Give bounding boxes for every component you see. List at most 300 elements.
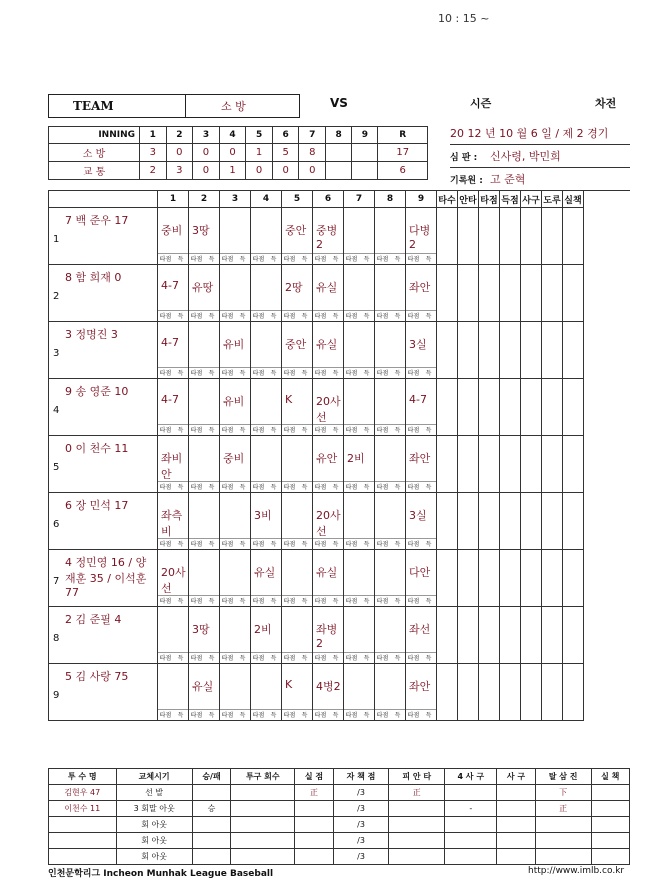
rbi-label: 타점 — [283, 370, 296, 377]
score-cell: 3 — [166, 162, 193, 180]
stat-cell — [563, 322, 584, 379]
run-label: 득 — [177, 598, 184, 605]
pitching-cell — [535, 833, 591, 849]
pitching-cell: 正 — [389, 785, 445, 801]
league-url: http://www.imlb.co.kr — [528, 866, 625, 876]
at-bat-cell — [282, 550, 313, 607]
run-label: 득 — [332, 541, 339, 548]
stat-cell — [563, 550, 584, 607]
run-label: 득 — [239, 655, 246, 662]
at-bat-result: K — [285, 678, 293, 691]
at-bat-cell — [406, 265, 437, 322]
rbi-label: 타점 — [407, 712, 420, 719]
at-bat-cell — [344, 664, 375, 721]
rbi-label: 타점 — [407, 370, 420, 377]
stat-cell — [458, 379, 479, 436]
pitching-header: 4 사 구 — [445, 769, 497, 785]
stat-header: 사구 — [521, 191, 542, 208]
rbi-label: 타점 — [407, 598, 420, 605]
stat-cell — [542, 436, 563, 493]
rbi-label: 타점 — [252, 484, 265, 491]
run-label: 득 — [363, 427, 370, 434]
stat-cell — [479, 322, 500, 379]
run-label: 득 — [301, 427, 308, 434]
run-label: 득 — [270, 712, 277, 719]
at-bat-result: 2비 — [347, 452, 365, 465]
pitching-row — [49, 849, 630, 865]
inning-header: 4 — [251, 191, 282, 208]
at-bat-cell — [251, 265, 282, 322]
at-bat-cell — [220, 607, 251, 664]
at-bat-cell — [220, 550, 251, 607]
pitching-cell — [192, 849, 231, 865]
score-cell: 2 — [140, 162, 167, 180]
rbi-label: 타점 — [190, 313, 203, 320]
pitching-header: 실 책 — [591, 769, 630, 785]
rbi-label: 타점 — [190, 541, 203, 548]
stat-cell — [500, 607, 521, 664]
at-bat-result: 3실 — [409, 338, 427, 351]
run-label: 득 — [208, 256, 215, 263]
run-label: 득 — [301, 655, 308, 662]
run-label: 득 — [363, 655, 370, 662]
inning-scoreboard — [48, 126, 428, 180]
batting-order: 8 — [53, 633, 60, 644]
at-bat-result: 좌안 — [409, 281, 431, 294]
at-bat-result: 20사선 — [161, 566, 186, 595]
score-total: 6 — [378, 162, 428, 180]
run-label: 득 — [332, 712, 339, 719]
pitching-header: 교체시기 — [116, 769, 192, 785]
run-label: 득 — [301, 370, 308, 377]
at-bat-result: 유실 — [316, 281, 338, 294]
at-bat-result: 유비 — [223, 395, 245, 408]
stat-cell — [542, 265, 563, 322]
inning-header: 7 — [344, 191, 375, 208]
rbi-label: 타점 — [190, 484, 203, 491]
pitching-header: 투구 회수 — [231, 769, 295, 785]
stat-cell — [437, 550, 458, 607]
stat-cell — [437, 607, 458, 664]
run-label: 득 — [394, 256, 401, 263]
pitching-cell — [295, 849, 333, 865]
rbi-label: 타점 — [283, 598, 296, 605]
run-label: 득 — [301, 313, 308, 320]
score-total: 17 — [378, 144, 428, 162]
at-bat-cell — [220, 436, 251, 493]
at-bat-result: 4-7 — [161, 279, 179, 292]
at-bat-cell — [251, 607, 282, 664]
pitching-cell — [591, 849, 630, 865]
run-label: 득 — [301, 484, 308, 491]
pitching-cell: 선 발 — [116, 785, 192, 801]
at-bat-cell — [406, 550, 437, 607]
at-bat-result: 좌비안 — [161, 452, 183, 481]
stat-cell — [479, 208, 500, 265]
run-label: 득 — [301, 256, 308, 263]
rbi-label: 타점 — [314, 541, 327, 548]
at-bat-cell — [375, 493, 406, 550]
pitching-cell: /3 — [333, 849, 389, 865]
score-cell — [326, 144, 352, 162]
at-bat-cell — [220, 208, 251, 265]
inning-col: 9 — [352, 127, 378, 144]
at-bat-result: 중비 — [223, 452, 245, 465]
pitching-cell — [497, 801, 535, 817]
rbi-label: 타점 — [159, 370, 172, 377]
at-bat-cell — [406, 208, 437, 265]
inning-col: 2 — [166, 127, 193, 144]
at-bat-result: 3비 — [254, 509, 272, 522]
at-bat-cell — [313, 436, 344, 493]
run-label: 득 — [270, 541, 277, 548]
at-bat-result: 2비 — [254, 623, 272, 636]
pitching-cell — [389, 817, 445, 833]
umpire-names: 신사령, 박민희 — [490, 150, 561, 163]
rbi-label: 타점 — [190, 712, 203, 719]
rbi-label: 타점 — [283, 541, 296, 548]
rbi-label: 타점 — [252, 712, 265, 719]
rbi-label: 타점 — [159, 256, 172, 263]
score-cell — [352, 144, 378, 162]
at-bat-cell — [406, 379, 437, 436]
batting-order: 7 — [53, 576, 60, 587]
at-bat-cell — [251, 208, 282, 265]
stat-cell — [563, 208, 584, 265]
rbi-label: 타점 — [221, 313, 234, 320]
player-cell — [49, 607, 158, 664]
at-bat-result: 유실 — [316, 338, 338, 351]
at-bat-result: 4-7 — [161, 336, 179, 349]
pitching-cell: /3 — [333, 801, 389, 817]
rbi-label: 타점 — [252, 541, 265, 548]
pitching-cell — [231, 801, 295, 817]
run-label: 득 — [239, 598, 246, 605]
score-cell: 1 — [219, 162, 246, 180]
stat-cell — [479, 607, 500, 664]
at-bat-cell — [375, 322, 406, 379]
run-label: 득 — [394, 370, 401, 377]
at-bat-cell — [189, 664, 220, 721]
stat-cell — [437, 664, 458, 721]
at-bat-cell — [406, 607, 437, 664]
batting-order: 4 — [53, 405, 60, 416]
pitching-cell — [389, 801, 445, 817]
stat-cell — [563, 379, 584, 436]
rbi-label: 타점 — [283, 313, 296, 320]
at-bat-cell — [406, 664, 437, 721]
at-bat-result: 좌안 — [409, 452, 431, 465]
rbi-label: 타점 — [283, 256, 296, 263]
batting-order: 3 — [53, 348, 60, 359]
at-bat-cell — [282, 265, 313, 322]
batting-order: 5 — [53, 462, 60, 473]
run-label: 득 — [270, 313, 277, 320]
pitching-cell — [535, 849, 591, 865]
at-bat-cell — [282, 664, 313, 721]
at-bat-result: 좌병2 — [316, 623, 338, 650]
rbi-label: 타점 — [345, 712, 358, 719]
rbi-label: 타점 — [283, 712, 296, 719]
stat-cell — [500, 550, 521, 607]
rbi-label: 타점 — [190, 598, 203, 605]
at-bat-cell — [251, 436, 282, 493]
score-team: 교 통 — [49, 162, 140, 180]
rbi-label: 타점 — [159, 313, 172, 320]
pitching-cell — [49, 817, 117, 833]
run-label: 득 — [301, 541, 308, 548]
inning-col: 5 — [246, 127, 273, 144]
stat-cell — [500, 265, 521, 322]
run-label: 득 — [363, 484, 370, 491]
score-cell: 0 — [246, 162, 273, 180]
stat-cell — [437, 379, 458, 436]
stat-cell — [521, 322, 542, 379]
stat-cell — [563, 664, 584, 721]
run-label: 득 — [332, 655, 339, 662]
stat-header: 득점 — [500, 191, 521, 208]
rbi-label: 타점 — [190, 427, 203, 434]
inning-header: 3 — [220, 191, 251, 208]
score-cell — [352, 162, 378, 180]
score-cell: 0 — [219, 144, 246, 162]
rbi-label: 타점 — [252, 655, 265, 662]
run-label: 득 — [425, 655, 432, 662]
player-cell — [49, 436, 158, 493]
stat-cell — [563, 493, 584, 550]
at-bat-cell — [189, 550, 220, 607]
stat-header: 타수 — [437, 191, 458, 208]
run-label: 득 — [301, 598, 308, 605]
pitching-cell — [445, 833, 497, 849]
pitching-header: 자 책 점 — [333, 769, 389, 785]
at-bat-cell — [220, 379, 251, 436]
stat-cell — [563, 436, 584, 493]
pitching-header: 승/패 — [192, 769, 231, 785]
run-label: 득 — [301, 712, 308, 719]
pitching-cell: /3 — [333, 785, 389, 801]
at-bat-cell — [251, 493, 282, 550]
at-bat-cell — [189, 607, 220, 664]
pitching-cell: /3 — [333, 833, 389, 849]
inning-header: 8 — [375, 191, 406, 208]
rbi-label: 타점 — [407, 313, 420, 320]
rbi-label: 타점 — [345, 313, 358, 320]
rbi-label: 타점 — [314, 427, 327, 434]
score-cell — [326, 162, 352, 180]
inning-col: 7 — [299, 127, 326, 144]
run-label: 득 — [363, 598, 370, 605]
at-bat-cell — [158, 664, 189, 721]
rbi-label: 타점 — [159, 712, 172, 719]
player-name: 0 이 천수 11 — [65, 442, 129, 455]
stat-cell — [437, 208, 458, 265]
pitching-cell — [445, 785, 497, 801]
at-bat-result: 중비 — [161, 224, 183, 237]
batting-row — [49, 607, 584, 664]
stat-header: 도루 — [542, 191, 563, 208]
at-bat-cell — [313, 322, 344, 379]
inning-col: R — [378, 127, 428, 144]
run-label: 득 — [394, 655, 401, 662]
inning-header: 5 — [282, 191, 313, 208]
at-bat-cell — [282, 208, 313, 265]
run-label: 득 — [208, 598, 215, 605]
pitching-cell: 회 아웃 — [116, 833, 192, 849]
at-bat-cell — [375, 607, 406, 664]
run-label: 득 — [208, 313, 215, 320]
rbi-label: 타점 — [159, 427, 172, 434]
run-label: 득 — [208, 712, 215, 719]
pitching-cell — [192, 785, 231, 801]
stat-cell — [521, 550, 542, 607]
stat-header: 타점 — [479, 191, 500, 208]
run-label: 득 — [425, 370, 432, 377]
stat-header: 안타 — [458, 191, 479, 208]
at-bat-cell — [344, 550, 375, 607]
rbi-label: 타점 — [345, 370, 358, 377]
stat-cell — [458, 493, 479, 550]
at-bat-cell — [220, 493, 251, 550]
pitching-cell — [445, 817, 497, 833]
stat-cell — [500, 322, 521, 379]
run-label: 득 — [332, 598, 339, 605]
rbi-label: 타점 — [221, 256, 234, 263]
umpire-label: 심 판 : — [450, 152, 478, 163]
at-bat-cell — [189, 265, 220, 322]
pitching-cell: 이천수 11 — [49, 801, 117, 817]
rbi-label: 타점 — [252, 313, 265, 320]
at-bat-cell — [344, 493, 375, 550]
stat-cell — [458, 265, 479, 322]
at-bat-result: 유안 — [316, 452, 338, 465]
at-bat-cell — [189, 322, 220, 379]
player-name: 8 함 희재 0 — [65, 271, 122, 284]
at-bat-cell — [158, 265, 189, 322]
run-label: 득 — [394, 712, 401, 719]
rbi-label: 타점 — [376, 712, 389, 719]
batting-row — [49, 493, 584, 550]
stat-cell — [542, 493, 563, 550]
season-label: 시즌 — [470, 97, 492, 110]
stat-cell — [437, 265, 458, 322]
inning-col: 3 — [193, 127, 220, 144]
pitching-header: 피 안 타 — [389, 769, 445, 785]
stat-cell — [542, 664, 563, 721]
pitching-cell: /3 — [333, 817, 389, 833]
run-label: 득 — [270, 598, 277, 605]
rbi-label: 타점 — [190, 256, 203, 263]
pitching-cell: 승 — [192, 801, 231, 817]
vs-label: VS — [330, 96, 348, 110]
stat-cell — [521, 436, 542, 493]
pitching-cell: 회 아웃 — [116, 817, 192, 833]
stat-cell — [542, 322, 563, 379]
pitching-cell — [295, 801, 333, 817]
team-value: 소 방 — [221, 100, 246, 113]
rbi-label: 타점 — [376, 541, 389, 548]
at-bat-cell — [344, 607, 375, 664]
batting-order: 2 — [53, 291, 60, 302]
stat-cell — [500, 493, 521, 550]
run-label: 득 — [239, 370, 246, 377]
rbi-label: 타점 — [221, 598, 234, 605]
rbi-label: 타점 — [252, 427, 265, 434]
pitching-cell — [497, 785, 535, 801]
run-label: 득 — [332, 313, 339, 320]
batting-order: 6 — [53, 519, 60, 530]
at-bat-cell — [344, 322, 375, 379]
score-cell: 5 — [272, 144, 299, 162]
stat-cell — [542, 379, 563, 436]
pitching-cell — [445, 849, 497, 865]
at-bat-cell — [282, 493, 313, 550]
at-bat-cell — [158, 322, 189, 379]
pitching-row — [49, 817, 630, 833]
run-label: 득 — [394, 541, 401, 548]
pitching-cell: 김현우 47 — [49, 785, 117, 801]
pitching-header: 투 수 명 — [49, 769, 117, 785]
rbi-label: 타점 — [221, 712, 234, 719]
rbi-label: 타점 — [314, 256, 327, 263]
run-label: 득 — [332, 370, 339, 377]
rbi-label: 타점 — [283, 655, 296, 662]
stat-cell — [458, 664, 479, 721]
score-cell: 0 — [299, 162, 326, 180]
at-bat-cell — [313, 664, 344, 721]
pitching-cell — [49, 849, 117, 865]
pitching-row — [49, 801, 630, 817]
stat-cell — [437, 322, 458, 379]
at-bat-result: 2땅 — [285, 281, 303, 294]
pitching-cell — [591, 801, 630, 817]
at-bat-cell — [189, 436, 220, 493]
pitching-cell — [49, 833, 117, 849]
at-bat-cell — [220, 265, 251, 322]
run-label: 득 — [270, 370, 277, 377]
run-label: 득 — [332, 484, 339, 491]
stat-cell — [542, 208, 563, 265]
run-label: 득 — [363, 541, 370, 548]
pitching-cell — [591, 817, 630, 833]
run-label: 득 — [270, 256, 277, 263]
rbi-label: 타점 — [314, 712, 327, 719]
recorder-label: 기록원 : — [450, 175, 483, 186]
rbi-label: 타점 — [314, 598, 327, 605]
rbi-label: 타점 — [345, 655, 358, 662]
pitching-cell: 下 — [535, 785, 591, 801]
batting-row — [49, 436, 584, 493]
pitching-cell — [497, 817, 535, 833]
game-info — [450, 122, 630, 191]
stat-cell — [500, 379, 521, 436]
at-bat-cell — [375, 664, 406, 721]
rbi-label: 타점 — [190, 370, 203, 377]
run-label: 득 — [239, 256, 246, 263]
rbi-label: 타점 — [221, 427, 234, 434]
rbi-label: 타점 — [376, 655, 389, 662]
pitching-row — [49, 785, 630, 801]
rbi-label: 타점 — [252, 256, 265, 263]
rbi-label: 타점 — [376, 427, 389, 434]
inning-col: 8 — [326, 127, 352, 144]
rbi-label: 타점 — [159, 655, 172, 662]
at-bat-result: 3땅 — [192, 224, 210, 237]
stat-cell — [479, 265, 500, 322]
stat-cell — [563, 607, 584, 664]
stat-cell — [458, 607, 479, 664]
player-name: 2 김 준필 4 — [65, 613, 122, 626]
